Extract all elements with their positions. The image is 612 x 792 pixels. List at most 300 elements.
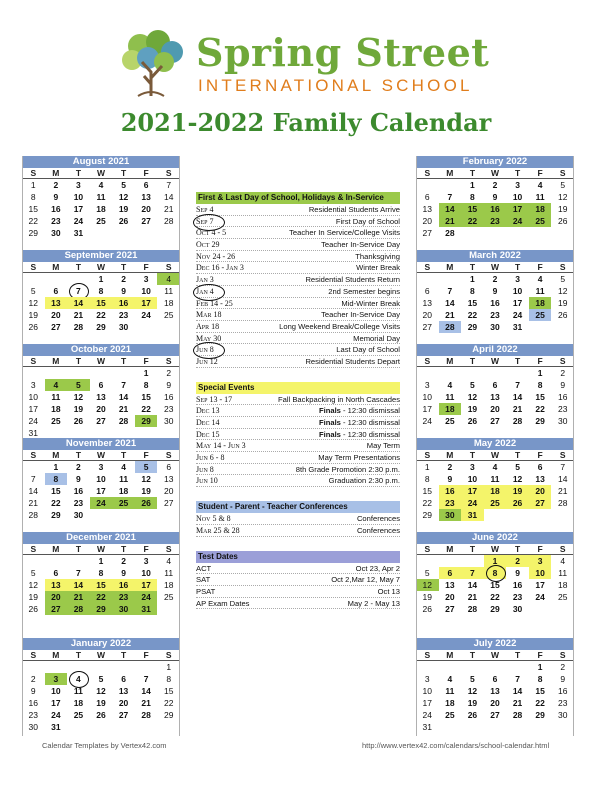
day-cell: 28 [163,216,174,226]
day-cell: 27 [45,603,68,615]
weekday-header: F [529,650,552,661]
day-cell: 9 [30,686,36,696]
day-cell: 19 [118,204,129,214]
day-cell: 24 [135,591,158,603]
day-cell: 4 [492,462,498,472]
day-cell: 13 [535,474,545,484]
day-cell: 12 [28,298,39,308]
day-cell: 5 [560,180,566,190]
event-description-bold: Finals [318,429,341,439]
day-cell: 29 [90,603,113,615]
day-cell: 24 [73,216,84,226]
day-cell: 9 [560,380,566,390]
day-cell: 17 [51,698,61,708]
weekday-header: S [416,262,439,273]
day-cell: 30 [112,603,135,615]
day-cell: 19 [422,592,433,602]
weekday-header: W [90,356,113,367]
day-cell: 7 [67,285,90,297]
weekday-header: T [112,168,135,179]
weekday-header: S [416,650,439,661]
day-cell: 18 [163,298,174,308]
day-cell: 18 [163,580,174,590]
day-cell: 20 [118,698,129,708]
weekday-header: S [22,356,45,367]
day-cell: 14 [28,486,39,496]
weekday-header: M [439,450,462,461]
day-cell: 29 [135,415,158,427]
day-cell: 20 [445,592,455,602]
event-date: PSAT [196,586,216,596]
day-cell: 16 [512,580,523,590]
weekday-header: W [90,168,113,179]
day-cell: 7 [121,380,126,390]
day-cell: 14 [467,580,478,590]
event-date: Apr 18 [196,321,220,331]
day-cell: 1 [484,555,507,567]
day-cell: 19 [96,698,106,708]
day-cell: 19 [467,404,478,414]
day-cell: 14 [445,298,455,308]
day-cell: 26 [557,216,568,226]
day-cell: 5 [30,286,36,296]
day-cell: 20 [96,404,106,414]
day-cell: 22 [96,310,106,320]
day-cell: 27 [51,322,61,332]
weekday-header: T [506,168,529,179]
day-cell: 26 [118,216,129,226]
day-cell: 28 [118,416,129,426]
day-cell: 12 [28,580,39,590]
day-cell: 25 [73,710,84,720]
day-cell: 15 [51,486,61,496]
day-cell: 27 [118,710,129,720]
weekday-header: F [135,544,158,555]
weekday-header: T [461,168,484,179]
day-cell: 28 [512,710,523,720]
day-cell: 25 [529,309,552,321]
day-cell: 9 [447,474,453,484]
event-description: Teacher In Service/College Visits [289,228,400,238]
day-cell: 10 [51,686,61,696]
day-cell: 21 [163,204,174,214]
day-cell: 11 [535,286,545,296]
month-title: April 2022 [416,344,574,356]
day-cell: 21 [557,486,568,496]
event-row [196,286,400,298]
day-cell: 17 [135,297,158,309]
day-cell: 29 [535,416,545,426]
day-cell: 17 [422,404,433,414]
day-cell: 26 [96,710,106,720]
day-cell: 15 [461,203,484,215]
footer-url[interactable]: http://www.vertex42.com/calendars/school-calendar.html [362,741,550,750]
day-cell: 12 [118,192,129,202]
weekday-header: M [45,650,68,661]
day-cell: 4 [121,462,126,472]
event-description: Mid-Winter Break [341,298,400,308]
day-cell: 24 [141,310,151,320]
day-cell: 30 [557,710,568,720]
month-title: February 2022 [416,156,574,168]
event-row [196,262,400,274]
day-cell: 22 [51,498,61,508]
day-cell: 29 [51,510,61,520]
event-description: Graduation 2:30 p.m. [328,476,400,486]
day-cell: 16 [557,686,568,696]
day-cell: 13 [490,392,500,402]
day-cell: 22 [535,404,545,414]
day-cell: 3 [529,555,552,567]
day-cell: 24 [28,416,39,426]
logo-name: Spring Street [196,30,490,75]
event-date: Jun 12 [196,356,218,366]
day-cell: 2 [121,274,126,284]
day-cell: 30 [51,228,61,238]
day-cell: 21 [512,698,523,708]
day-cell: 6 [492,674,498,684]
day-cell: 2 [492,274,498,284]
day-cell: 21 [445,310,455,320]
calendar-column-frame [416,156,574,736]
event-description: May Term [366,441,400,451]
day-cell: 7 [515,674,520,684]
day-cell: 16 [28,698,39,708]
month-title: March 2022 [416,250,574,262]
day-cell: 20 [490,698,500,708]
event-description-text: - 12:30 dismissal [340,418,400,427]
weekday-header: S [416,450,439,461]
day-cell: 27 [490,710,500,720]
day-cell: 1 [424,462,430,472]
day-cell: 25 [112,497,135,509]
day-cell: 3 [424,380,430,390]
day-cell: 26 [135,497,158,509]
day-cell: 3 [30,380,36,390]
event-date: Nov 5 & 8 [196,514,231,524]
day-cell: 6 [121,674,126,684]
event-date: SAT [196,575,211,585]
event-description: Winter Break [356,263,400,273]
day-cell: 25 [557,592,568,602]
day-cell: 27 [490,416,500,426]
day-cell: 25 [445,416,455,426]
day-cell: 25 [163,592,174,602]
weekday-header: F [529,544,552,555]
event-list [196,192,400,609]
day-cell: 17 [422,698,433,708]
day-cell: 7 [461,567,484,579]
day-cell: 12 [416,579,439,591]
day-cell: 8 [98,286,104,296]
day-cell: 7 [560,462,566,472]
weekday-header: S [157,168,180,179]
day-cell: 3 [45,673,68,685]
day-cell: 8 [537,674,543,684]
day-cell: 10 [512,192,523,202]
day-cell: 26 [28,322,39,332]
day-cell: 30 [490,322,500,332]
weekday-header: W [90,650,113,661]
day-cell: 3 [515,180,520,190]
event-row [196,563,400,575]
event-row [196,586,400,598]
day-cell: 25 [529,215,552,227]
day-cell: 21 [28,498,39,508]
day-cell: 3 [76,180,81,190]
day-cell: 14 [67,297,90,309]
day-cell: 27 [96,416,106,426]
day-cell: 13 [422,298,433,308]
event-description [319,417,400,428]
event-description-text: - 12:30 dismissal [340,406,400,416]
event-row [196,356,400,368]
day-cell: 15 [90,297,113,309]
day-cell: 10 [28,392,39,402]
day-cell: 24 [90,497,113,509]
day-cell: 18 [445,698,455,708]
day-cell: 1 [98,274,104,284]
event-row [196,405,400,417]
event-date: Jun 10 [196,476,218,486]
day-cell: 11 [445,392,455,402]
day-cell: 26 [422,604,433,614]
day-cell: 9 [492,286,498,296]
event-row [196,274,400,286]
day-cell: 17 [461,485,484,497]
month-title: June 2022 [416,532,574,544]
day-cell: 12 [467,686,478,696]
day-cell: 4 [98,180,104,190]
day-cell: 12 [96,686,106,696]
day-cell: 19 [28,310,39,320]
day-cell: 8 [166,674,172,684]
day-cell: 29 [422,510,433,520]
day-cell: 8 [484,567,507,579]
event-description-bold: Finals [318,418,341,427]
day-cell: 4 [537,274,543,284]
day-cell: 22 [90,591,113,603]
day-cell: 16 [484,203,507,215]
day-cell: 15 [535,686,545,696]
day-cell: 22 [467,310,478,320]
day-cell: 22 [28,216,39,226]
day-cell: 4 [166,556,172,566]
day-cell: 13 [141,192,151,202]
day-cell: 24 [512,310,523,320]
day-cell: 1 [143,368,149,378]
footer-credit: Calendar Templates by Vertex42.com [42,741,167,750]
event-date: Mar 25 & 28 [196,525,240,535]
weekday-header: F [135,262,158,273]
event-row [196,204,400,216]
day-cell: 1 [537,662,543,672]
day-cell: 19 [141,486,151,496]
event-row [196,417,400,429]
event-section-title: Test Dates [196,551,400,563]
day-cell: 30 [118,322,129,332]
day-cell: 6 [166,462,172,472]
weekday-header: F [135,650,158,661]
day-cell: 31 [51,722,61,732]
day-cell: 25 [445,710,455,720]
day-cell: 15 [90,579,113,591]
day-cell: 21 [118,404,129,414]
weekday-header: W [484,650,507,661]
day-cell: 14 [141,686,151,696]
month-title: January 2022 [22,638,180,650]
weekday-header: T [506,650,529,661]
event-date: Nov 24 - 26 [196,251,236,261]
day-cell: 14 [67,579,90,591]
day-cell: 28 [141,710,151,720]
day-cell: 23 [118,310,129,320]
event-date: Jun 8 [196,345,214,355]
day-cell: 6 [424,286,430,296]
day-cell: 21 [67,591,90,603]
day-cell: 22 [422,498,433,508]
day-cell: 9 [121,568,126,578]
day-cell: 16 [490,298,500,308]
day-cell: 5 [515,462,520,472]
day-cell: 14 [118,392,129,402]
weekday-header: W [90,450,113,461]
day-cell: 18 [529,203,552,215]
weekday-header: T [67,356,90,367]
day-cell: 2 [560,368,566,378]
day-cell: 17 [535,580,545,590]
day-cell: 21 [73,310,84,320]
day-cell: 7 [76,568,81,578]
event-description: May 2 - May 13 [347,598,400,608]
day-cell: 5 [67,379,90,391]
day-cell: 18 [529,297,552,309]
day-cell: 23 [557,698,568,708]
month-title: December 2021 [22,532,180,544]
event-section [196,551,400,610]
event-row [196,227,400,239]
weekday-header: W [484,168,507,179]
day-cell: 17 [135,579,158,591]
day-cell: 7 [447,192,453,202]
day-cell: 20 [51,310,61,320]
event-description: Oct 23, Apr 2 [355,563,400,573]
day-cell: 11 [558,568,568,578]
day-cell: 2 [506,555,529,567]
day-cell: 26 [73,416,84,426]
weekday-header: T [461,262,484,273]
event-section [196,192,400,368]
day-cell: 16 [73,486,84,496]
event-row [196,429,400,441]
event-date: May 14 - Jun 3 [196,441,246,451]
month-title: August 2021 [22,156,180,168]
weekday-header: M [45,356,68,367]
day-cell: 18 [484,485,507,497]
weekday-header: S [157,450,180,461]
day-cell: 3 [143,556,149,566]
weekday-header: F [529,168,552,179]
event-description: Oct 13 [377,586,400,596]
day-cell: 24 [506,215,529,227]
day-cell: 31 [135,603,158,615]
weekday-header: T [112,450,135,461]
day-cell: 18 [51,404,61,414]
day-cell: 4 [447,380,453,390]
weekday-header: S [157,262,180,273]
day-cell: 20 [163,486,174,496]
day-cell: 1 [98,556,104,566]
event-date: Oct 29 [196,240,220,250]
weekday-header: T [112,262,135,273]
day-cell: 9 [492,192,498,202]
event-row [196,251,400,263]
weekday-header: S [157,544,180,555]
day-cell: 15 [467,298,478,308]
day-cell: 4 [67,673,90,685]
day-cell: 20 [422,310,433,320]
event-date: ACT [196,563,212,573]
day-cell: 9 [166,380,172,390]
weekday-header: F [135,450,158,461]
day-cell: 5 [121,180,126,190]
event-section [196,501,400,536]
day-cell: 30 [439,509,462,521]
weekday-header: T [506,544,529,555]
day-cell: 7 [143,674,149,684]
day-cell: 30 [557,416,568,426]
event-description: Fall Backpacking in North Cascades [278,394,400,404]
weekday-header: F [135,168,158,179]
day-cell: 3 [98,462,104,472]
day-cell: 2 [166,368,172,378]
page-title: 2021-2022 Family Calendar [120,108,492,137]
day-cell: 25 [163,310,174,320]
day-cell: 26 [28,604,39,614]
day-cell: 17 [506,203,529,215]
day-cell: 18 [439,403,462,415]
event-row [196,452,400,464]
day-cell: 25 [51,416,61,426]
day-cell: 5 [30,568,36,578]
day-cell: 27 [529,497,552,509]
day-cell: 14 [512,392,523,402]
day-cell: 13 [422,204,433,214]
day-cell: 22 [461,215,484,227]
day-cell: 25 [96,216,106,226]
event-description: Teacher In-Service Day [321,240,400,250]
weekday-header: S [22,168,45,179]
event-section-title: First & Last Day of School, Holidays & In-Service [196,192,400,204]
day-cell: 17 [73,204,84,214]
weekday-header: S [551,168,574,179]
day-cell: 14 [512,686,523,696]
weekday-header: T [67,650,90,661]
day-cell: 17 [512,298,523,308]
day-cell: 28 [445,228,455,238]
day-cell: 11 [119,474,129,484]
day-cell: 20 [490,404,500,414]
weekday-header: T [506,356,529,367]
day-cell: 9 [515,568,520,578]
event-description: Conferences [356,514,400,524]
event-date: Dec 14 [196,418,220,427]
event-date: Dec 15 [196,429,220,439]
month-title: November 2021 [22,438,180,450]
day-cell: 3 [143,274,149,284]
day-cell: 19 [506,485,529,497]
day-cell: 6 [98,380,104,390]
